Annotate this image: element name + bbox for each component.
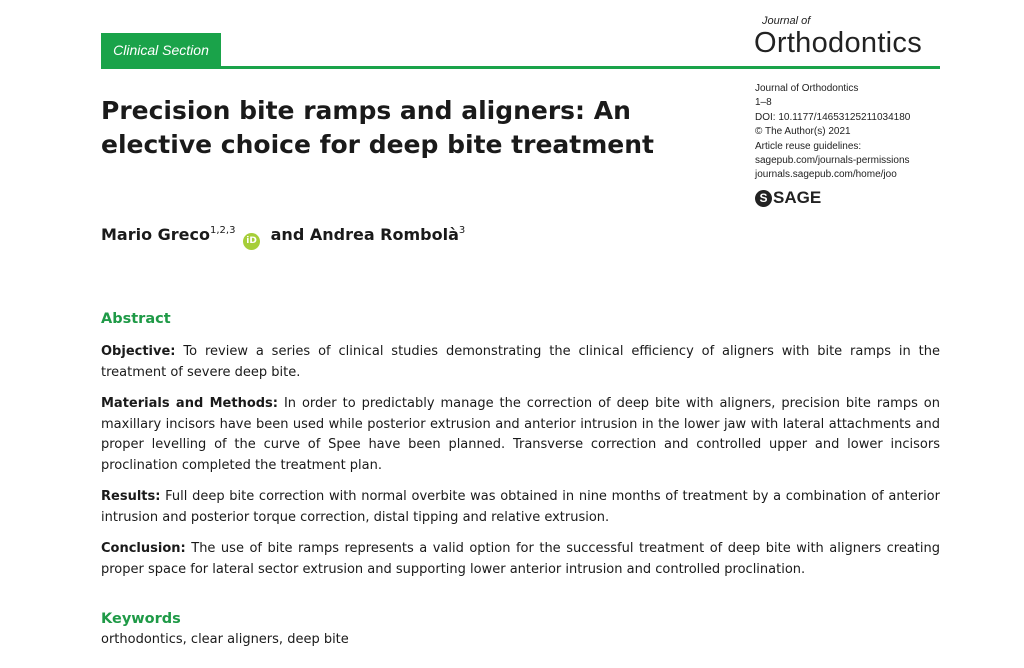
author-affiliation: 3 [458,225,466,236]
conclusion-text: The use of bite ramps represents a valid option for the successful treatment of deep bite with aligners creating proper space for lateral sector extrusion and supporting lower anterior intrusion and controlled proclination. [101,541,940,577]
journal-prefix: Journal of [762,15,811,27]
meta-copyright: © The Author(s) 2021 [755,126,851,138]
meta-journal-link[interactable]: journals.sagepub.com/home/joo [755,169,897,181]
author-name[interactable]: Andrea Rombolà [309,225,459,244]
author-line [101,225,465,250]
section-label: Clinical Section [101,33,221,68]
meta-journal: Journal of Orthodontics [755,83,859,94]
article-title: Precision bite ramps and aligners: An elective choice for deep bite treatment [101,96,654,159]
meta-reuse-label: Article reuse guidelines: [755,140,862,152]
sage-logo-text: SAGE [773,188,822,207]
journal-name: Orthodontics [754,27,923,59]
header-rule [101,66,940,69]
objective-text: To review a series of clinical studies demonstrating the clinical efficiency of aligners with bite ramps in the treatment of severe deep bite. [101,344,940,380]
conclusion-label: Conclusion: [101,541,186,556]
orcid-icon[interactable]: iD [243,233,260,250]
results-label: Results: [101,489,161,504]
author-conjunction: and [270,225,305,244]
keywords-heading: Keywords [101,611,181,627]
results-text: Full deep bite correction with normal overbite was obtained in nine months of treatment by a combination of anterior intrusion and posterior torque correction, distal tipping and relative extrusion. [101,489,940,525]
meta-doi[interactable]: DOI: 10.1177/14653125211034180 [755,111,911,123]
abstract-conclusion [101,539,940,580]
author-name[interactable]: Mario Greco [101,225,211,244]
article-meta [755,82,910,183]
meta-pages: 1–8 [755,97,772,109]
objective-label: Objective: [101,344,176,359]
abstract-results [101,487,940,528]
sage-s-icon: S [755,190,772,207]
author-affiliation: 1,2,3 [210,225,236,236]
meta-reuse-link[interactable]: sagepub.com/journals-permissions [755,155,910,167]
abstract-objective [101,342,940,383]
sage-logo [755,188,821,208]
abstract-heading: Abstract [101,311,171,327]
keywords-list: orthodontics, clear aligners, deep bite [101,632,349,647]
methods-label: Materials and Methods: [101,396,278,411]
methods-text: In order to predictably manage the correction of deep bite with aligners, precision bite ramps on maxillary incisors have been used while posterior extrusion and anterior intrusion in the lower jaw with lateral attachments and proper levelling of the curve of Spee have been planned. Transverse correction and controlled upper and lower incisors proclination completed the treatment plan. [101,396,940,473]
abstract-methods [101,394,940,476]
